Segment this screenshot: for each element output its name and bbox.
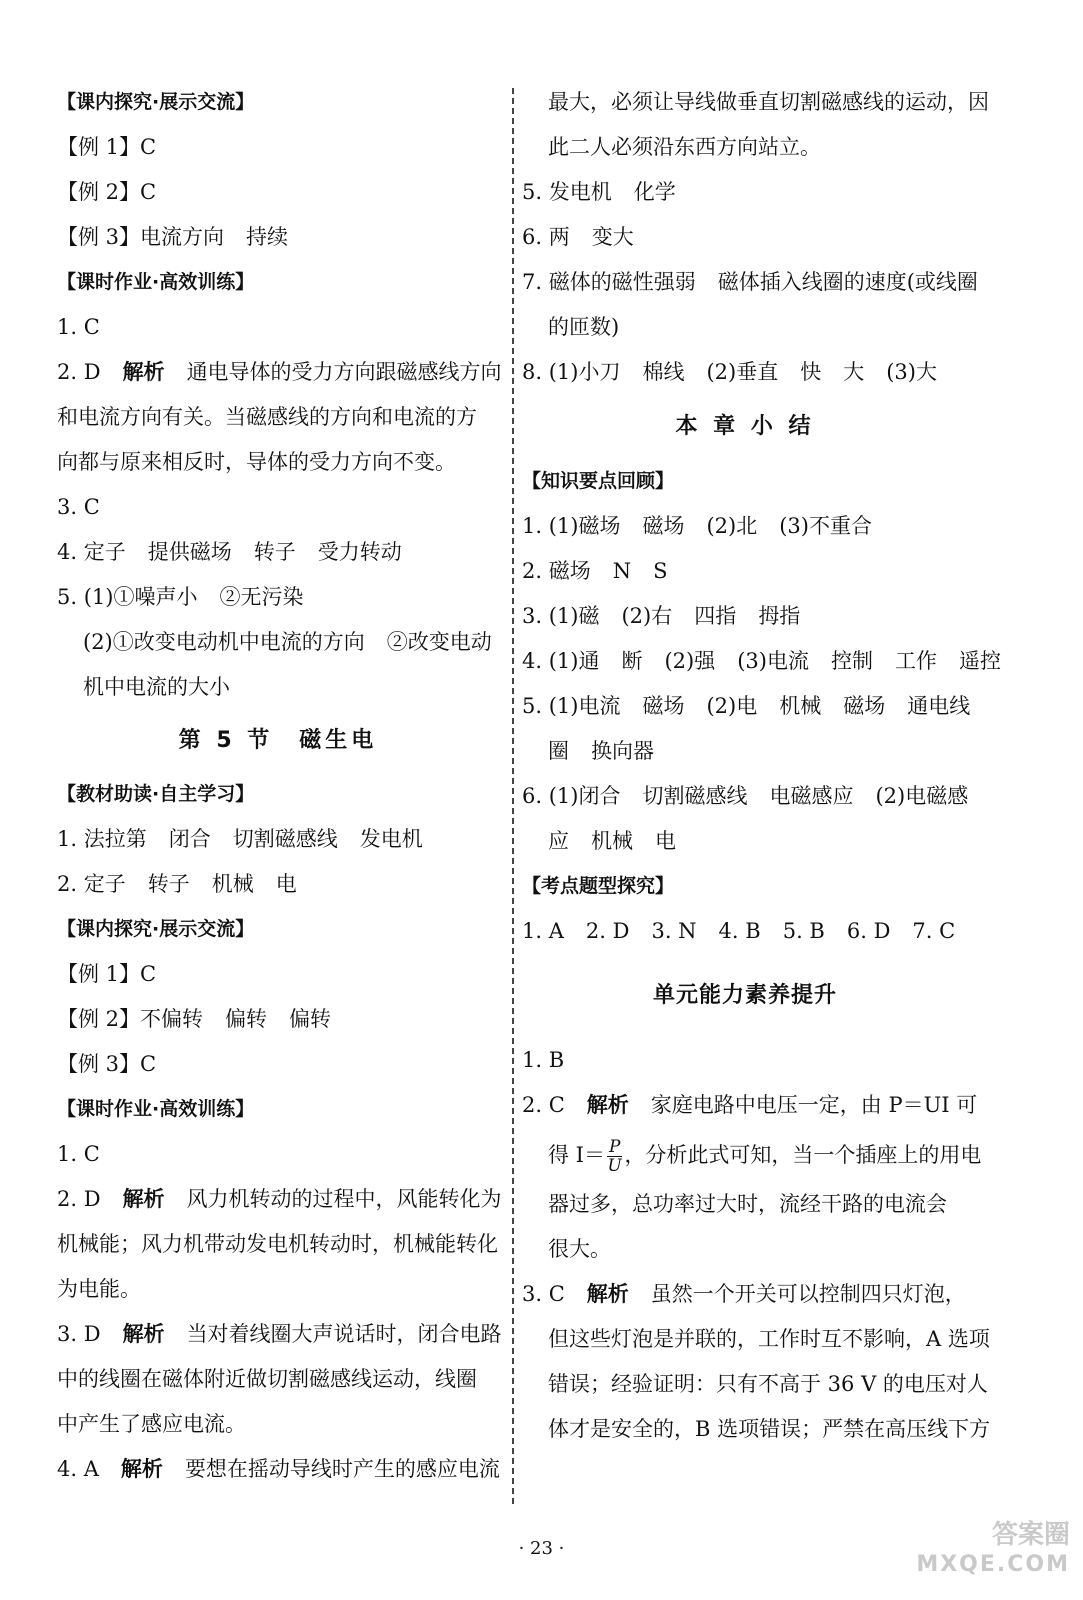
review-2: 2. 磁场 N S [522,559,668,583]
fraction-p-over-u: $\frac{P}{U}$ [607,1137,622,1176]
unit-answer-2-line-3: 器过多，总功率过大时，流经干路的电流会 [548,1192,947,1216]
sec5-answer-8: 8. (1)小刀 棉线 (2)垂直 快 大 (3)大 [522,360,937,384]
answer-5: 5. (1)①噪声小 ②无污染 [57,585,304,609]
heading-explore: 【课内探究·展示交流】 [57,91,255,113]
analysis-label: 解析 [122,360,165,384]
sec5-answer-3-line-3: 中产生了感应电流。 [57,1412,246,1436]
answer-2-line-2: 和电流方向有关。当磁感线的方向和电流的方 [57,405,477,429]
review-5: 5. (1)电流 磁场 (2)电 机械 磁场 通电线 [522,694,971,718]
review-1: 1. (1)磁场 磁场 (2)北 (3)不重合 [522,514,872,538]
analysis-label: 解析 [122,1322,165,1346]
sec5-answer-7-cont: 的匝数) [548,315,620,339]
sec5-answer-2-line-2: 机械能；风力机带动发电机转动时，机械能转化 [57,1232,498,1256]
sec5-answer-7: 7. 磁体的磁性强弱 磁体插入线圈的速度(或线圈 [522,270,978,294]
review-6-cont: 应 机械 电 [548,829,676,853]
sec5-example-1: 【例 1】C [57,962,157,986]
example-3: 【例 3】电流方向 持续 [57,225,289,249]
heading-homework: 【课时作业·高效训练】 [57,271,255,293]
chapter-summary-title: 本 章 小 结 [675,414,815,439]
sec5-answer-3-line-2: 中的线圈在磁体附近做切割磁感线运动，线圈 [57,1367,477,1391]
unit-answer-3: 3. C 解析 虽然一个开关可以控制四只灯泡， [522,1282,966,1306]
review-5-cont: 圈 换向器 [548,739,654,763]
answer-5-part-2-cont: 机中电流的大小 [83,675,230,699]
study-2: 2. 定子 转子 机械 电 [57,872,297,896]
sec5-answer-5: 5. 发电机 化学 [522,180,676,204]
sec5-answer-2-line-3: 为电能。 [57,1277,141,1301]
heading-exam: 【考点题型探究】 [522,875,675,897]
review-4: 4. (1)通 断 (2)强 (3)电流 控制 工作 遥控 [522,649,1001,673]
answer-3: 3. C [57,495,100,519]
sec5-answer-3: 3. D 解析 当对着线圈大声说话时，闭合电路 [57,1322,502,1346]
unit-answer-3-line-4: 体才是安全的，B 选项错误；严禁在高压线下方 [548,1417,991,1441]
column-divider [512,88,514,1504]
answer-4-cont-line-1: 最大，必须让导线做垂直切割磁感线的运动，因 [548,90,989,114]
analysis-label: 解析 [120,1457,163,1481]
unit-answer-1: 1. B [522,1048,565,1072]
sec5-answer-2: 2. D 解析 风力机转动的过程中，风能转化为 [57,1187,502,1211]
heading-review: 【知识要点回顾】 [522,470,675,492]
analysis-label: 解析 [122,1187,165,1211]
answer-2: 2. D 解析 通电导体的受力方向跟磁感线方向 [57,360,502,384]
unit-answer-2-line-2: 得 I＝ $\frac{P}{U}$ ，分析此式可知，当一个插座上的用电 [548,1137,982,1176]
unit-answer-3-line-2: 但这些灯泡是并联的，工作时互不影响，A 选项 [548,1327,990,1351]
watermark-logo [880,1520,1070,1590]
example-1: 【例 1】C [57,135,157,159]
exam-answers: 1. A 2. D 3. N 4. B 5. B 6. D 7. C [522,919,956,943]
sec5-answer-1: 1. C [57,1142,100,1166]
sec5-answer-4: 4. A 解析 要想在摇动导线时产生的感应电流 [57,1457,500,1481]
example-2: 【例 2】C [57,180,157,204]
sec5-example-2: 【例 2】不偏转 偏转 偏转 [57,1007,332,1031]
sec5-answer-6: 6. 两 变大 [522,225,634,249]
watermark-text: 答案圈 [991,1520,1070,1550]
review-6: 6. (1)闭合 切割磁感线 电磁感应 (2)电磁感 [522,784,969,808]
watermark-site: MXQE.COM [916,1552,1070,1577]
page-number: · 23 · [518,1538,565,1559]
study-1: 1. 法拉第 闭合 切割磁感线 发电机 [57,827,423,851]
answer-4: 4. 定子 提供磁场 转子 受力转动 [57,540,402,564]
heading-explore-2: 【课内探究·展示交流】 [57,918,255,940]
answer-5-part-2: (2)①改变电动机中电流的方向 ②改变电动 [83,630,492,654]
unit-answer-2: 2. C 解析 家庭电路中电压一定，由 P＝UI 可 [522,1093,978,1117]
unit-answer-2-line-4: 很大。 [548,1237,611,1261]
analysis-label: 解析 [586,1282,629,1306]
analysis-label: 解析 [586,1093,629,1117]
review-3: 3. (1)磁 (2)右 四指 拇指 [522,604,801,628]
section-5-title: 第 5 节 磁生电 [178,728,378,753]
right-column [522,80,1001,1452]
answer-1: 1. C [57,315,100,339]
sec5-example-3: 【例 3】C [57,1052,157,1076]
left-column [57,80,502,1492]
heading-study: 【教材助读·自主学习】 [57,783,255,805]
answer-4-cont-line-2: 此二人必须沿东西方向站立。 [548,135,821,159]
answer-2-line-3: 向都与原来相反时，导体的受力方向不变。 [57,450,456,474]
heading-homework-2: 【课时作业·高效训练】 [57,1098,255,1120]
unit-answer-3-line-3: 错误；经验证明：只有不高于 36 V 的电压对人 [548,1372,988,1396]
unit-title: 单元能力素养提升 [652,983,837,1008]
